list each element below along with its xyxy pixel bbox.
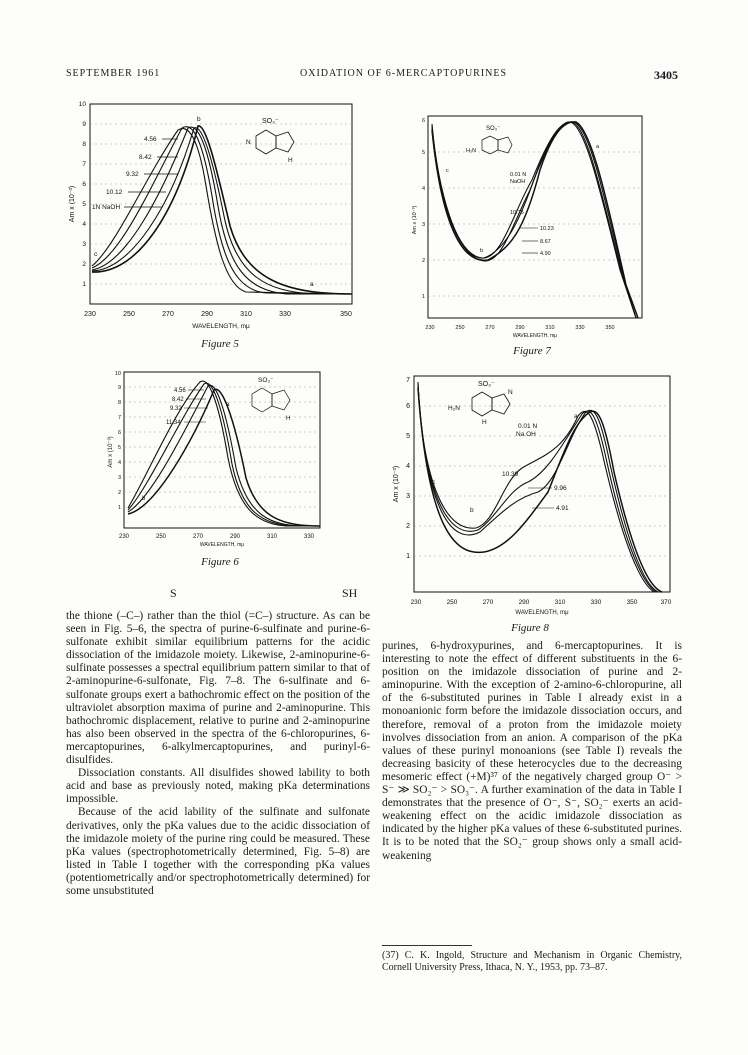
fig5-xtick: 270 xyxy=(162,311,174,318)
fig7-curve-label: 0.01 N xyxy=(510,172,527,178)
footnote-rule xyxy=(382,945,472,946)
figure-5 xyxy=(66,96,366,336)
fig6-ytick: 3 xyxy=(117,475,121,481)
left-text-column xyxy=(66,610,370,898)
fig5-ylabel: Am x (10⁻³) xyxy=(69,185,76,223)
fig8-structure-atom: N xyxy=(508,389,513,396)
fig5-ytick: 10 xyxy=(78,101,86,108)
figure-7 xyxy=(410,110,650,340)
fig5-ytick: 1 xyxy=(82,281,86,288)
fig5-point-label: a xyxy=(310,281,314,288)
fig5-ytick: 3 xyxy=(82,241,86,248)
fig7-curve-label: 8.67 xyxy=(540,239,551,245)
fig8-xtick: 330 xyxy=(590,599,602,606)
fig7-structure-amine: H₂N xyxy=(466,148,477,154)
fig5-structure-so3: SO₃⁻ xyxy=(262,118,279,125)
figure-8-x-ticks xyxy=(411,599,672,606)
fig6-point-label: b xyxy=(142,496,146,502)
fig6-point-label: a xyxy=(226,402,230,408)
fig7-ytick: 5 xyxy=(421,150,425,156)
figure-6-plot xyxy=(106,368,328,552)
fig7-curve-label: 10.75 xyxy=(510,210,524,216)
fig7-structure-so3: SO₃⁻ xyxy=(486,126,501,132)
fig5-curve-label: 9.32 xyxy=(126,171,139,178)
fig7-xtick: 330 xyxy=(575,325,585,331)
fig7-xtick: 310 xyxy=(545,325,555,331)
figure-6-y-ticks xyxy=(115,371,121,511)
fig8-structure-so3: SO₃⁻ xyxy=(478,381,495,388)
fig5-curve-label: 10.12 xyxy=(106,189,123,196)
fig5-xtick: 290 xyxy=(201,311,213,318)
fig5-ytick: 7 xyxy=(82,161,86,168)
fig6-ytick: 8 xyxy=(117,400,121,406)
paragraph: Because of the acid lability of the sulfinate and sulfonate derivatives, only the pKa values due to the acidic dissociation of the imidazole moiety of the purine ring could be measured. These pKa values (spectrophotometrically determined, Fig. 5–8) are listed in Table I together with the corresponding pKa values (potentiometrically and/or spectrophotometrically determined) for some unsubstituted xyxy=(66,806,370,897)
fig6-structure-atom: H xyxy=(286,416,291,422)
running-header-title: OXIDATION OF 6-MERCAPTOPURINES xyxy=(300,68,508,79)
figure-8 xyxy=(392,372,682,622)
fig5-point-label: b xyxy=(197,116,201,123)
fig6-xtick: 270 xyxy=(192,534,204,540)
fig8-xtick: 270 xyxy=(482,599,494,606)
figure-7-caption: Figure 7 xyxy=(513,345,551,357)
fig5-ytick: 6 xyxy=(82,181,86,188)
fig7-ytick: 6 xyxy=(421,118,425,124)
paragraph: the thione (–C–) rather than the thiol (=C–) structure. As can be seen in Fig. 5–6, the spectra of purine-6-sulfinate and purine-6-sulfonate exhibit similar equilibrium patterns for the acidic dissociation of the imidazole moiety. Likewise, 2-aminopurine-6-sulfinate possesses a spectral equilibrium pattern similar to that of 2-aminopurine-6-sulfonate, Fig. 7–8. The 6-sulfinate and 6-sulfonate groups exert a bathochromic effect on the position of the ultraviolet absorption maxima of purine and 2-aminopurine. This bathochromic displacement, relative to purine and 2-aminopurine has also been observed in the spectra of the 6-chloropurines, 6-mercaptopurines, 6-alkylmercaptopurines, and purinyl-6-disulfides. xyxy=(66,610,370,767)
fig5-structure-atom: H xyxy=(288,157,293,164)
fig6-structure-so3: SO₃⁻ xyxy=(258,377,274,384)
fig8-xtick: 350 xyxy=(626,599,638,606)
fig7-xtick: 270 xyxy=(485,325,495,331)
fig8-ytick: 2 xyxy=(406,523,410,530)
fig6-xtick: 230 xyxy=(118,534,130,540)
fig5-xtick: 330 xyxy=(279,311,291,318)
fig5-point-label: c xyxy=(94,251,98,258)
fig8-ytick: 7 xyxy=(406,377,410,384)
fig6-xlabel: WAVELENGTH, mμ xyxy=(199,542,245,548)
fig6-ytick: 7 xyxy=(117,415,121,421)
fig7-xtick: 350 xyxy=(605,325,615,331)
fig8-xtick: 230 xyxy=(410,599,422,606)
figure-6-x-ticks xyxy=(119,534,315,540)
right-text-column xyxy=(382,640,682,863)
paragraph: purines, 6-hydroxypurines, and 6-mercaptopurines. It is interesting to note the effect of different substituents in the 6-position on the imidazole dissociation of purine and 2-aminopurine. With the exception of 2-amino-6-chloropurine, all of the 6-substituted purines in Table I already exist in a monoanionic form before the imidazole dissociation occurs, and therefore, removal of a proton from the imidazole moiety involves dissociation from an anion. A comparison of the pKa values of these purinyl monoanions (see Table I) reveals the decreasing basicity of these heterocycles due to the decreasing mesomeric effect (+M)³⁷ of the negatively charged group O⁻ > S⁻ ≫ SO₂⁻ > SO₃⁻. A further examination of the data in Table I demonstrates that the presence of O⁻, S⁻, SO₂⁻ exerts an acid-weakening effect on the acidic imidazole dissociation as indicated by the higher pKa values of these 6-substituted purines. It is to be noted that the SO₂⁻ group shows only a small acid-weakening xyxy=(382,640,682,862)
fig5-xlabel: WAVELENGTH, mμ xyxy=(192,323,250,330)
fig7-ylabel: Am x (10⁻³) xyxy=(412,205,418,235)
figure-5-plot xyxy=(66,96,366,336)
fig6-xtick: 290 xyxy=(229,534,241,540)
fig6-ytick: 2 xyxy=(117,490,121,496)
fig7-xtick: 290 xyxy=(515,325,525,331)
fig8-curve-label: Na OH xyxy=(516,431,536,438)
fig5-xtick: 350 xyxy=(340,311,352,318)
figure-8-plot xyxy=(392,372,682,622)
fig8-ytick: 5 xyxy=(406,433,410,440)
fig8-curve-label: 0.01 N xyxy=(518,423,538,430)
fig5-ytick: 8 xyxy=(82,141,86,148)
fig8-point-label: c xyxy=(432,479,436,486)
footnote: (37) C. K. Ingold, Structure and Mechanism in Organic Chemistry, Cornell University Press, Ithaca, N. Y., 1953, pp. 73–87. xyxy=(382,950,682,973)
fig5-ytick: 4 xyxy=(82,221,86,228)
fig5-curve-label: 4.56 xyxy=(144,136,157,143)
thiol-sh-label: SH xyxy=(342,586,358,600)
fig8-curve-label: 9.96 xyxy=(554,485,567,492)
fig8-point-label: a xyxy=(574,413,578,420)
fig6-xtick: 330 xyxy=(303,534,315,540)
fig7-ytick: 4 xyxy=(421,186,425,192)
figure-6-caption: Figure 6 xyxy=(201,556,239,568)
fig7-ytick: 1 xyxy=(421,294,425,300)
fig8-curve-label: 4.91 xyxy=(556,505,569,512)
fig5-xtick: 310 xyxy=(240,311,252,318)
figure-7-plot xyxy=(410,110,650,340)
fig5-curve-label: 1N NaOH xyxy=(92,204,121,211)
fig6-ytick: 9 xyxy=(117,385,121,391)
fig8-structure-atom: H xyxy=(482,419,487,426)
fig6-ytick: 6 xyxy=(117,430,121,436)
fig6-ytick: 5 xyxy=(117,445,121,451)
fig6-ytick: 1 xyxy=(117,505,121,511)
fig7-ytick: 2 xyxy=(421,258,425,264)
fig8-ytick: 3 xyxy=(406,493,410,500)
fig6-curve-label: 9.32 xyxy=(170,406,182,412)
fig5-curve-label: 8.42 xyxy=(139,154,152,161)
fig8-ytick: 1 xyxy=(406,553,410,560)
fig7-curve-label: NaOH xyxy=(510,179,526,185)
fig6-ylabel: Am x (10⁻³) xyxy=(108,436,114,468)
thione-s-label: S xyxy=(170,586,177,600)
fig5-ytick: 5 xyxy=(82,201,86,208)
fig6-ytick: 10 xyxy=(114,371,121,377)
figure-7-x-ticks xyxy=(425,325,614,331)
fig5-xtick: 230 xyxy=(84,311,96,318)
fig7-ytick: 3 xyxy=(421,222,425,228)
fig8-xtick: 250 xyxy=(446,599,458,606)
running-header-date: SEPTEMBER 1961 xyxy=(66,68,161,79)
figure-8-caption: Figure 8 xyxy=(511,622,549,634)
page-number: 3405 xyxy=(654,68,678,82)
fig5-ytick: 9 xyxy=(82,121,86,128)
fig6-xtick: 310 xyxy=(266,534,278,540)
fig8-structure-amine: H₂N xyxy=(448,405,460,412)
figure-5-caption: Figure 5 xyxy=(201,338,239,350)
fig7-point-label: a xyxy=(596,144,600,150)
fig6-ytick: 4 xyxy=(117,460,121,466)
figure-5-y-ticks xyxy=(79,101,87,288)
fig5-xtick: 250 xyxy=(123,311,135,318)
fig7-point-label: b xyxy=(480,248,484,254)
fig5-structure-atom: N xyxy=(246,139,251,146)
fig8-ytick: 6 xyxy=(406,403,410,410)
fig8-xtick: 310 xyxy=(554,599,566,606)
fig8-xlabel: WAVELENGTH, mμ xyxy=(515,610,569,616)
figure-7-y-ticks xyxy=(422,118,425,300)
fig7-curve-label: 4.90 xyxy=(540,251,551,257)
fig6-curve-label: 4.56 xyxy=(174,388,186,394)
fig5-ytick: 2 xyxy=(82,261,86,268)
fig8-xtick: 290 xyxy=(518,599,530,606)
fig7-xtick: 230 xyxy=(425,325,435,331)
figure-6 xyxy=(106,368,328,552)
figure-8-y-ticks xyxy=(406,377,410,560)
fig8-curve-label: 10.39 xyxy=(502,471,519,478)
fig8-point-label: b xyxy=(470,507,474,514)
fig8-xtick: 370 xyxy=(660,599,672,606)
fig7-point-label: c xyxy=(446,168,449,174)
fig6-curve-label: 8.42 xyxy=(172,397,184,403)
paragraph: Dissociation constants. All disulfides showed lability to both acid and base as previously noted, making pKa determinations impossible. xyxy=(66,767,370,806)
fig6-xtick: 250 xyxy=(155,534,167,540)
fig6-curve-label: 11.34 xyxy=(166,420,181,426)
fig7-xtick: 250 xyxy=(455,325,465,331)
fig7-xlabel: WAVELENGTH, mμ xyxy=(512,333,558,339)
figure-5-x-ticks xyxy=(84,311,352,318)
fig7-curve-label: 10.23 xyxy=(540,226,554,232)
fig8-ylabel: Am x (10⁻³) xyxy=(393,465,400,503)
fig8-ytick: 4 xyxy=(406,463,410,470)
